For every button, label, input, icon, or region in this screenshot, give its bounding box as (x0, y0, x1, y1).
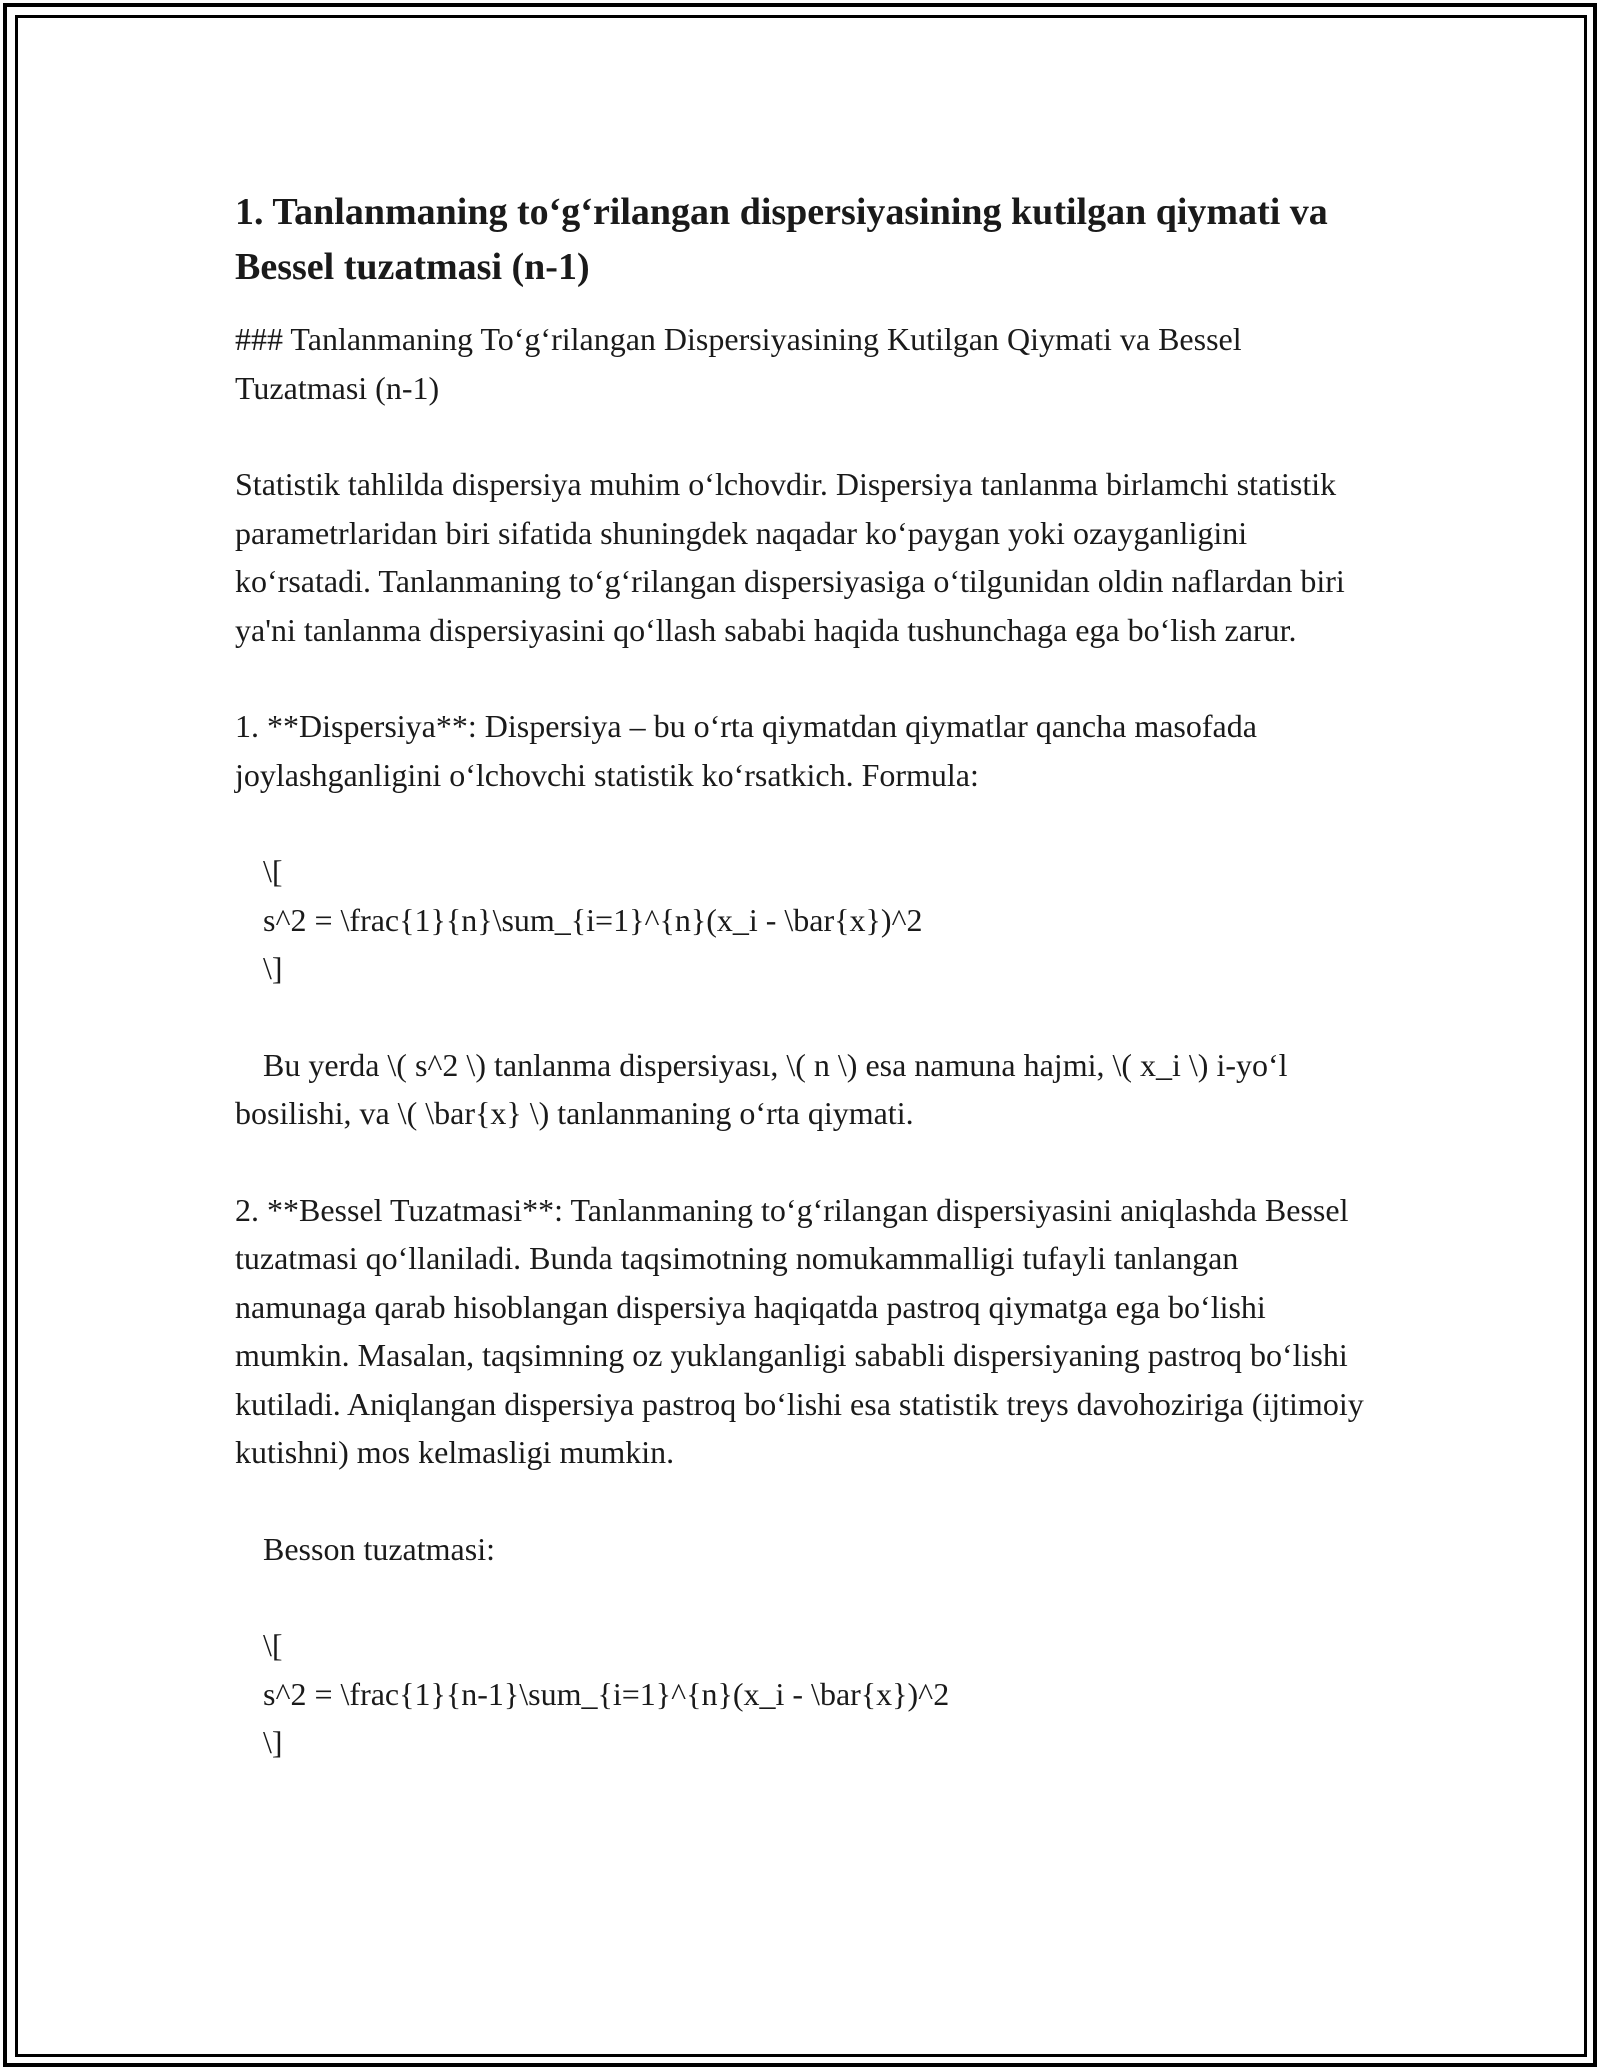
item1-explanation: Bu yerda \( s^2 \) tanlanma dispersiyası, \( n \) esa namuna hajmi, \( x_i \) i-yo‘l bosilishi, va \( \bar{x} \) tanlanmaning o‘rta qiymati. (235, 1046, 1288, 1131)
subheading: ### Tanlanmaning To‘g‘rilangan Dispersiyasining Kutilgan Qiymati va Bessel Tuzatmasi (n-1) (235, 321, 1242, 406)
spacer (235, 1573, 1365, 1621)
formula1-block (235, 847, 1365, 993)
document-body (235, 185, 1365, 1767)
item1-paragraph: 1. **Dispersiya**: Dispersiya – bu o‘rta qiymatdan qiymatlar qancha masofada joylashganligini o‘lchovchi statistik ko‘rsatkich. Formula: (235, 708, 1257, 793)
item2-paragraph: 2. **Bessel Tuzatmasi**: Tanlanmaning to‘g‘rilangan dispersiyasini aniqlashda Bessel tuzatmasi qo‘llaniladi. Bunda taqsimotning nomukammalligi tufayli tanlangan namunaga qarab hisoblangan dispersiya haqiqatda pastroq qiymatga ega bo‘lishi mumkin. Masalan, taqsimning oz yuklanganligi sababli dispersiyaning pastroq bo‘lishi kutiladi. Aniqlangan dispersiya pastroq bo‘lishi esa statistik treys davohoziriga (ijtimoiy kutishni) mos kelmasligi mumkin. (235, 1191, 1364, 1470)
item2-label: Besson tuzatmasi: (263, 1530, 495, 1567)
spacer (235, 1138, 1365, 1186)
spacer (235, 1477, 1365, 1525)
formula1-open: \[ (263, 853, 283, 889)
document-title: 1. Tanlanmaning to‘g‘rilangan dispersiyasining kutilgan qiymati va Bessel tuzatmasi (n-1) (235, 191, 1328, 288)
intro-paragraph: Statistik tahlilda dispersiya muhim o‘lchovdir. Dispersiya tanlanma birlamchi statistik parametrlaridan biri sifatida shuningdek naqadar ko‘paygan yoki ozayganligini ko‘rsatadi. Tanlanmaning to‘g‘rilangan dispersiyasiga o‘tilgunidan oldin naflardan biri ya'ni tanlanma dispersiyasini qo‘llash sababi haqida tushunchaga ega bo‘lish zarur. (235, 466, 1345, 648)
formula2-block (235, 1621, 1365, 1767)
formula2-body: s^2 = \frac{1}{n-1}\sum_{i=1}^{n}(x_i - \bar{x})^2 (263, 1675, 950, 1712)
formula2-open: \[ (263, 1627, 283, 1663)
formula2-close: \] (263, 1724, 283, 1760)
spacer (235, 993, 1365, 1041)
spacer (235, 412, 1365, 460)
spacer (235, 799, 1365, 847)
formula1-close: \] (263, 950, 283, 986)
spacer (235, 654, 1365, 702)
formula1-body: s^2 = \frac{1}{n}\sum_{i=1}^{n}(x_i - \bar{x})^2 (263, 901, 923, 938)
